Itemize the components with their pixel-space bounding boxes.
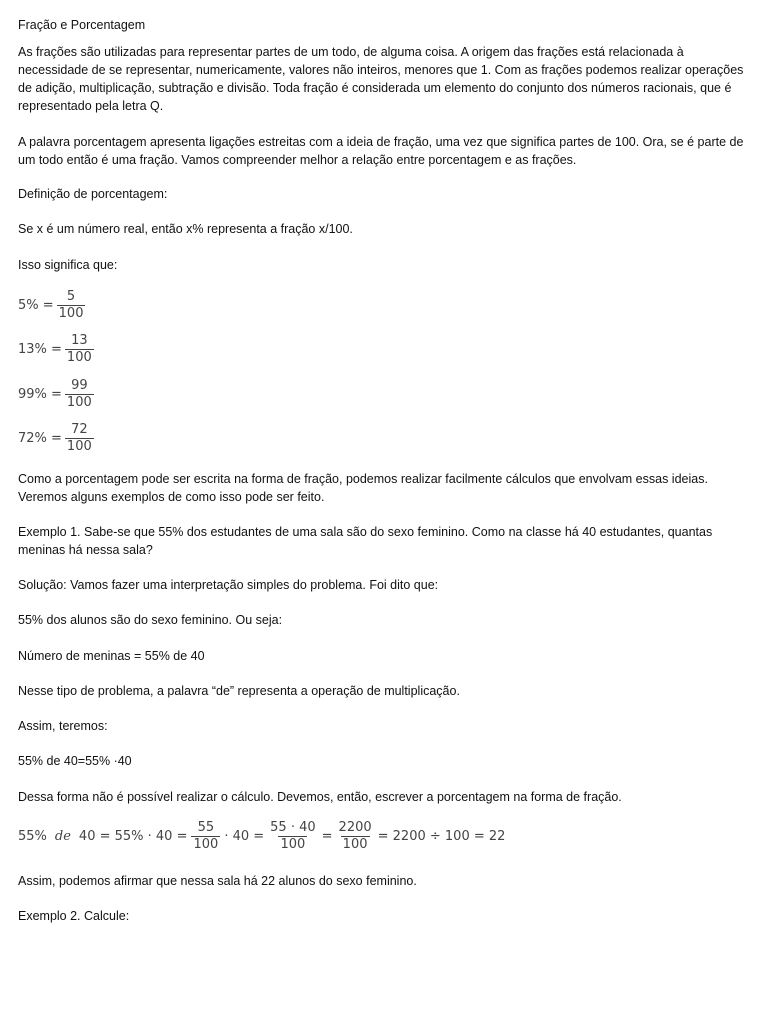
fraction-numerator: 99 — [71, 378, 88, 393]
equation-99-percent — [18, 378, 94, 411]
paragraph-thus: Assim, teremos: — [18, 719, 108, 733]
equation-part: · 40 = — [224, 829, 265, 844]
paragraph-fractions-intro: As frações são utilizadas para representar partes de um todo, de alguma coisa. A origem das frações está relacionada à necessidade de se representar, numericamente, valores não inteiros, menores que 1. Com as frações podemos realizar operações de adição, multiplicação, subtração e divisão. Toda fração é considerada um elemento do conjunto dos números racionais, que é representado pela letra Q. — [18, 45, 744, 113]
paragraph-statement: 55% dos alunos são do sexo feminino. Ou seja: — [18, 613, 283, 627]
equation-part-de — [55, 829, 71, 844]
fraction — [57, 289, 86, 322]
paragraph-expression: 55% de 40=55% ·40 — [18, 754, 132, 768]
fraction-denominator: 100 — [66, 395, 92, 410]
paragraph-meaning: Isso significa que: — [18, 258, 118, 272]
fraction-denominator: 100 — [193, 837, 219, 852]
fraction — [268, 820, 317, 853]
paragraph-calculations: Como a porcentagem pode ser escrita na forma de fração, podemos realizar facilmente cálculos que envolvam essas ideias. Veremos alguns exemplos de como isso pode ser feito. — [18, 472, 708, 504]
paragraph-definition: Se x é um número real, então x% representa a fração x/100. — [18, 222, 353, 236]
equation-part: 40 = 55% · 40 = — [78, 829, 188, 844]
fraction-numerator: 72 — [71, 422, 88, 437]
paragraph-solution: Solução: Vamos fazer uma interpretação simples do problema. Foi dito que: — [18, 578, 439, 592]
fraction-denominator: 100 — [58, 306, 84, 321]
fraction-numerator: 2200 — [338, 820, 372, 835]
paragraph-example-1: Exemplo 1. Sabe-se que 55% dos estudantes de uma sala são do sexo feminino. Como na classe há 40 estudantes, quantas meninas há nessa sala? — [18, 525, 713, 557]
equation-lhs: 13% = — [18, 342, 62, 357]
heading-example-2: Exemplo 2. Calcule: — [18, 909, 130, 923]
equation-calculation — [18, 820, 509, 853]
fraction-denominator: 100 — [280, 837, 306, 852]
fraction — [337, 820, 374, 853]
document-title: Fração e Porcentagem — [18, 18, 146, 32]
equation-5-percent — [18, 289, 85, 322]
fraction-numerator: 5 — [66, 289, 76, 304]
fraction — [65, 422, 94, 455]
equation-part: = 2200 ÷ 100 = 22 — [377, 829, 506, 844]
paragraph-conclusion: Assim, podemos afirmar que nessa sala há 22 alunos do sexo feminino. — [18, 874, 417, 888]
fraction-denominator: 100 — [342, 837, 368, 852]
fraction-denominator: 100 — [66, 439, 92, 454]
paragraph-number-girls: Número de meninas = 55% de 40 — [18, 649, 205, 663]
fraction-denominator: 100 — [66, 350, 92, 365]
equation-13-percent — [18, 333, 94, 366]
equation-72-percent — [18, 422, 94, 455]
fraction-numerator: 55 — [197, 820, 215, 835]
fraction-numerator: 13 — [71, 333, 88, 348]
equation-lhs: 99% = — [18, 387, 62, 402]
equation-part: = — [321, 829, 333, 844]
fraction-numerator: 55 · 40 — [270, 820, 316, 835]
equation-part: 55% — [18, 829, 47, 844]
paragraph-percentage-intro: A palavra porcentagem apresenta ligações estreitas com a ideia de fração, uma vez que significa partes de 100. Ora, se é parte de um todo então é uma fração. Vamos compreender melhor a relação entre porcentagem e as frações. — [18, 135, 744, 167]
paragraph-multiplication: Nesse tipo de problema, a palavra “de” representa a operação de multiplicação. — [18, 684, 460, 698]
equation-lhs: 5% = — [18, 298, 54, 313]
fraction — [65, 333, 94, 366]
equation-de: de — [54, 829, 71, 844]
paragraph-fraction-form: Dessa forma não é possível realizar o cálculo. Devemos, então, escrever a porcentagem na forma de fração. — [18, 790, 622, 804]
fraction — [65, 378, 94, 411]
fraction — [191, 820, 220, 853]
equation-lhs: 72% = — [18, 431, 62, 446]
heading-definition: Definição de porcentagem: — [18, 187, 168, 201]
